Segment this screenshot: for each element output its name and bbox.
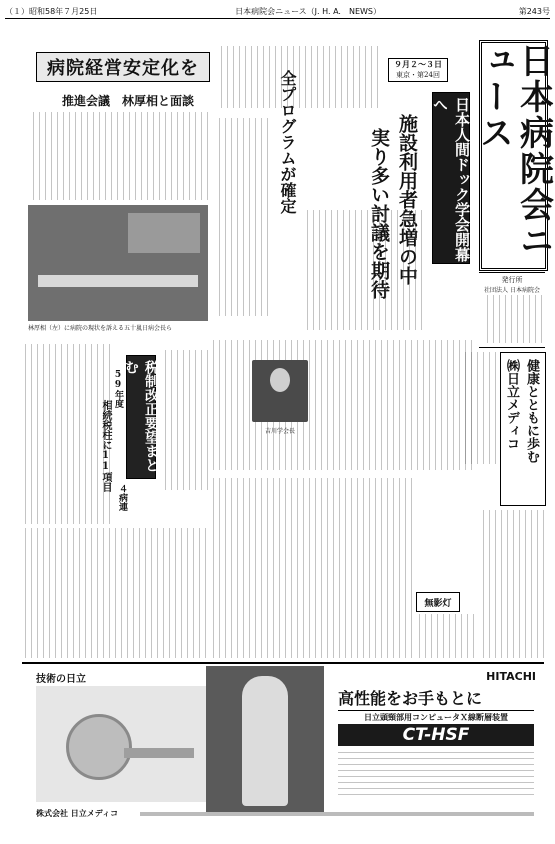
left-article-subheading: 推進会議 林厚相と面談 xyxy=(61,94,194,108)
meeting-photo xyxy=(28,205,208,321)
nameplate xyxy=(473,40,554,271)
right-column-text xyxy=(478,510,544,658)
tax-sub-year: 59年度 xyxy=(113,370,123,408)
tax-article-body xyxy=(160,350,208,490)
column-body xyxy=(416,614,474,658)
ad-right-slogan: 健康とともに歩む xyxy=(524,359,539,463)
lower-left-text xyxy=(22,528,206,658)
publisher-name: 社団法人 日本病院会 xyxy=(484,287,540,294)
portrait-photo xyxy=(252,360,308,422)
ad-bottom-rule xyxy=(22,662,544,664)
dock-subheadline: 全プログラムが確定 xyxy=(278,70,297,214)
ad-product-band xyxy=(338,724,534,746)
ad-catch: 高性能をお手もとに xyxy=(338,689,483,708)
ad-tag-left: 技術の日立 xyxy=(36,674,86,685)
column-title: 無影灯 xyxy=(424,598,452,609)
ad-description xyxy=(338,752,534,798)
masthead xyxy=(5,4,550,19)
ad-product-line: 日立頭頸部用コンピュータＸ線断層装置 xyxy=(338,710,534,725)
dock-body-3 xyxy=(212,340,472,470)
dock-banner: 日本人間ドック学会開幕へ xyxy=(431,97,471,262)
dock-body-1 xyxy=(216,118,268,316)
nameplate-title: 日本病院会ニュース xyxy=(473,43,554,259)
ad-product: CT-HSF xyxy=(402,725,470,745)
meeting-photo-window xyxy=(128,213,200,253)
ad-address-strip xyxy=(140,812,534,816)
left-article-body xyxy=(28,112,208,200)
portrait-face xyxy=(270,368,290,392)
meeting-photo-table xyxy=(38,275,198,287)
publisher-label: 発行所 xyxy=(501,276,523,284)
tax-headline-box xyxy=(123,355,159,479)
tax-sub-detail: 相続税柱に11項目 xyxy=(100,400,111,492)
publisher-block xyxy=(479,272,545,348)
tax-org: ４病連 xyxy=(117,484,127,511)
portrait-caption: 吉川学会長 xyxy=(264,428,295,435)
ad-bottom xyxy=(22,666,544,826)
dock-lead-text xyxy=(218,46,378,108)
ad-gantry xyxy=(66,714,132,780)
dock-date-box xyxy=(388,58,448,82)
left-article-heading-box xyxy=(36,52,210,82)
ad-couch xyxy=(124,748,194,758)
left-article-body-2 xyxy=(22,344,110,524)
dock-date: ９月２〜３日 xyxy=(394,59,442,69)
column-title-box xyxy=(416,592,460,612)
dock-headline-1: 施設利用者急増の中 xyxy=(396,114,418,285)
dock-headline-2: 実り多い討議を期待 xyxy=(368,128,390,299)
ad-nurse-photo xyxy=(206,666,324,812)
lower-center-text xyxy=(212,478,412,658)
issue-number: 第243号 xyxy=(518,6,550,16)
publisher-details xyxy=(482,295,542,343)
meeting-photo-caption: 林厚相（左）に病院の現状を訴える五十嵐日病会長ら xyxy=(28,325,173,332)
ad-nurse-figure xyxy=(242,676,288,806)
issue-date: （１）昭和58年７月25日 xyxy=(5,6,98,16)
ad-company-bottom: 株式会社 日立メディコ xyxy=(36,808,119,818)
ad-right xyxy=(500,352,546,506)
dock-banner-box xyxy=(432,92,470,264)
dock-place: 東京・第24回 xyxy=(396,71,440,79)
ad-brand: HITACHI xyxy=(486,670,536,683)
dock-body-2 xyxy=(302,210,422,330)
ad-equipment-photo xyxy=(36,686,206,802)
paper-name: 日本病院会ニュース（J. H. A. NEWS） xyxy=(235,6,381,16)
left-article-heading: 病院経営安定化を xyxy=(47,58,199,79)
tax-headline: 税制改正要望まとむ xyxy=(123,360,159,472)
ad-right-company: ㈱日立メディコ xyxy=(504,359,519,450)
